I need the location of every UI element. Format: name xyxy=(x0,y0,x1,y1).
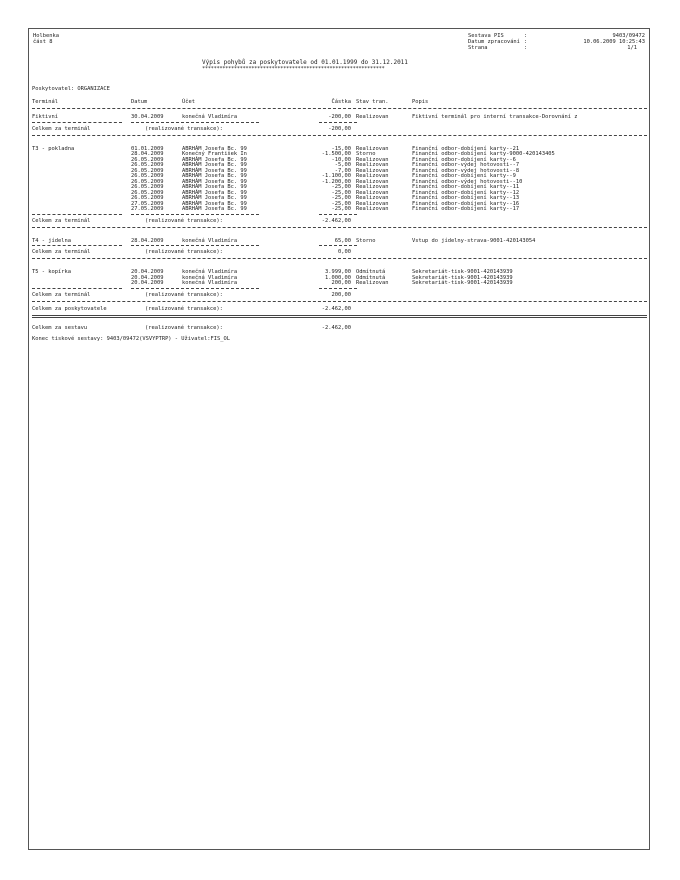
col-description: Popis xyxy=(412,99,429,105)
row-account: ABRHÁM Josefa Bc. 99 xyxy=(182,173,247,179)
realized-label: (realizované transakce): xyxy=(145,125,223,132)
row-description: Finanční odbor-dobíjení karty-9000-420143405 xyxy=(412,151,555,157)
group-rule-amount xyxy=(319,288,357,289)
row-state: Realizovan xyxy=(356,145,389,152)
group-rule-amount xyxy=(319,214,357,215)
row-account: ABRHÁM Josefa Bc. 99 xyxy=(182,167,247,174)
group-end-rule xyxy=(32,258,647,259)
group-terminal: T3 - pokladna xyxy=(32,145,75,152)
row-amount: -25,00 xyxy=(331,184,351,190)
row-description: Finanční odbor-dobíjení karty--13 xyxy=(412,195,520,201)
row-date: 27.05.2009 xyxy=(131,200,164,207)
terminal-total-label: Celkem za terminál xyxy=(32,249,91,255)
row-date: 26.05.2009 xyxy=(131,162,164,168)
header-label-page: Strana xyxy=(468,45,488,51)
provider-total-value: -2.462,00 xyxy=(321,305,351,312)
row-state: Realizovan xyxy=(356,162,389,168)
header-value-page: 1/1 xyxy=(627,45,637,51)
title-underline: *************************************************************** xyxy=(202,66,385,72)
group-rule-left xyxy=(32,122,122,123)
row-state: Storno xyxy=(356,151,376,157)
row-description: Fiktivní terminál pro interní transakce-Dorovnání z xyxy=(412,114,578,120)
header-label-date: Datum zpracování xyxy=(468,39,520,45)
group-terminal: T5 - kopírka xyxy=(32,269,71,275)
group-rule-mid xyxy=(131,288,259,289)
row-state: Realizovan xyxy=(356,178,389,185)
row-amount: 200,00 xyxy=(331,280,351,286)
row-state: Realizovan xyxy=(356,184,389,190)
row-state: Storno xyxy=(356,237,376,244)
row-amount: -1.200,00 xyxy=(321,178,351,185)
realized-label: (realizované transakce): xyxy=(145,324,223,331)
row-account: ABRHÁM Josefa Bc. 99 xyxy=(182,200,247,207)
row-amount: -5,00 xyxy=(334,162,351,168)
col-amount: Částka xyxy=(331,99,351,105)
col-account: Účet xyxy=(182,99,195,105)
row-account: konečná Vladimíra xyxy=(182,280,238,286)
row-description: Finanční odbor-dobíjení karty--17 xyxy=(412,206,520,212)
row-date: 20.04.2009 xyxy=(131,274,164,281)
header-value-report: 9403/09472 xyxy=(612,33,645,39)
col-date: Datum xyxy=(131,99,148,105)
row-state: Realizovan xyxy=(356,280,389,286)
terminal-total-value: 200,00 xyxy=(331,291,351,298)
row-account: ABRHÁM Josefa Bc. 99 xyxy=(182,156,247,163)
row-state: Realizovan xyxy=(356,200,389,207)
row-state: Realizovan xyxy=(356,173,389,179)
row-amount: 3.999,00 xyxy=(325,269,351,275)
col-terminal: Terminál xyxy=(32,99,58,105)
row-account: ABRHÁM Josefa Bc. 99 xyxy=(182,145,247,152)
terminal-total-value: -2.462,00 xyxy=(321,217,351,224)
row-description: Sekretariát-tisk-9001-420143939 xyxy=(412,280,513,286)
row-date: 26.05.2009 xyxy=(131,195,164,201)
row-amount: -1.100,00 xyxy=(321,173,351,179)
group-end-rule xyxy=(32,135,647,136)
row-account: konečná Vladimíra xyxy=(182,269,238,275)
row-account: ABRHÁM Josefa Bc. 99 xyxy=(182,189,247,196)
row-account: ABRHÁM Josefa Bc. 99 xyxy=(182,162,247,168)
row-date: 20.04.2009 xyxy=(131,269,164,275)
row-state: Realizovan xyxy=(356,156,389,163)
realized-label: (realizované transakce): xyxy=(145,305,223,312)
col-state: Stav tran. xyxy=(356,99,389,105)
row-state: Realizovan xyxy=(356,114,389,120)
header-left-line2: část 8 xyxy=(33,39,53,45)
row-account: ABRHÁM Josefa Bc. 99 xyxy=(182,184,247,190)
realized-label: (realizované transakce): xyxy=(145,249,223,255)
row-account: konečná Vladimíra xyxy=(182,274,238,281)
terminal-total-label: Celkem za terminál xyxy=(32,125,91,132)
group-rule-left xyxy=(32,288,122,289)
row-date: 28.04.2009 xyxy=(131,237,164,244)
group-rule-left xyxy=(32,245,122,246)
realized-label: (realizované transakce): xyxy=(145,291,223,298)
terminal-total-value: -200,00 xyxy=(328,125,351,132)
row-state: Realizovan xyxy=(356,195,389,201)
row-description: Sekretariát-tisk-9001-420143939 xyxy=(412,269,513,275)
row-state: Odmítnutá xyxy=(356,269,386,275)
row-state: Odmítnutá xyxy=(356,274,386,281)
row-description: Sekretariát-tisk-9001-420143939 xyxy=(412,274,513,281)
row-description: Finanční odbor-výdej hotovosti--10 xyxy=(412,178,523,185)
row-amount: -25,00 xyxy=(331,189,351,196)
report-total-value: -2.462,00 xyxy=(321,324,351,331)
row-state: Realizovan xyxy=(356,189,389,196)
header-left-line1: Holbenka xyxy=(33,33,59,39)
group-terminal: T4 - jídelna xyxy=(32,237,71,244)
terminal-total-label: Celkem za terminál xyxy=(32,217,91,224)
row-date: 01.01.2009 xyxy=(131,145,164,152)
row-date: 28.04.2009 xyxy=(131,151,164,157)
row-state: Realizovan xyxy=(356,167,389,174)
row-description: Finanční odbor-dobíjení karty--21 xyxy=(412,145,520,152)
row-date: 20.04.2009 xyxy=(131,280,164,286)
report-page: Holbenka část 8 Sestava PIS Datum zpracování Strana : : : 9403/09472 10.06.2009 10:25:43 1/1 Výpis pohybů za poskytovatele od 01.01.1999 do 31.12.2011 *************************************************************** Poskytovatel: ORGANIZACE Terminál Datum Účet Částka Stav tran. Popis Fiktivní 30.04.2009 konečná Vladimíra -200,00 Realizovan Fiktivní terminál pro interní transakce-Dorovnání z Celkem za terminál (realizované transakce): -200,00 T3 - pokladna 01.01.2009 ABRHÁM Josefa Bc. 99 -15,00 Realizovan Finanční odbor-dobíjení karty--21 28.04.2009 Konečný František In -1.500,00 Storno Finanční odbor-dobíjení karty-9000-420143405 26.05.2009 ABRHÁM Josefa Bc. 99 -10,00 Realizovan Finanční odbor-dobíjení karty--6 26.05.2009 ABRHÁM Josefa Bc. 99 -5,00 Realizovan Finanční odbor-výdej hotovosti--7 26.05.2009 ABRHÁM Josefa Bc. 99 -7,00 Realizovan Finanční odbor-výdej hotovosti--8 26.05.2009 ABRHÁM Josefa Bc. 99 -1.100,00 Realizovan Finanční odbor-dobíjení karty--9 26.05.2009 ABRHÁM Josefa Bc. 99 -1.200,00 Realizovan Finanční odbor-výdej hotovosti--10 26.05.2009 ABRHÁM Josefa Bc. 99 -25,00 Realizovan Finanční odbor-dobíjení karty--11 26.05.2009 ABRHÁM Josefa Bc. 99 -25,00 Realizovan Finanční odbor-dobíjení karty--12 26.05.2009 ABRHÁM Josefa Bc. 99 -25,00 Realizovan Finanční odbor-dobíjení karty--13 27.05.2009 ABRHÁM Josefa Bc. 99 -25,00 Realizovan Finanční odbor-dobíjení karty--16 27.05.2009 ABRHÁM Josefa Bc. 99 -25,00 Realizovan Finanční odbor-dobíjení karty--17 Celkem za terminál (realizované transakce): -2.462,00 T4 - jídelna 28.04.2009 konečná Vladimíra 65,00 Storno Vstup do jídelny-strava-9001-420143054 Celkem za terminál (realizované transakce): 0,00 T5 - kopírka 20.04.2009 konečná Vladimíra 3.999,00 Odmítnutá Sekretariát-tisk-9001-420143939 20.04.2009 konečná Vladimíra 1.000,00 Odmítnutá Sekretariát-tisk-9001-420143939 20.04.2009 konečná Vladimíra 200,00 Realizovan Sekretariát-tisk-9001-420143939 Celkem za terminál (realizované transakce): 200,00 Celkem za poskytovatele (realizované transakce): -2.462,00 Celkem za sestavu (realizované transakce): -2.462,00 Konec tiskové sestavy: 9403/09472(VSVYPTRP) - Uživatel:FIS_OL xyxy=(28,28,650,850)
row-account: Konečný František In xyxy=(182,151,247,157)
provider-total-label: Celkem za poskytovatele xyxy=(32,305,107,312)
row-amount: -200,00 xyxy=(328,114,351,120)
header-label-report: Sestava PIS xyxy=(468,33,504,39)
row-amount: -25,00 xyxy=(331,195,351,201)
group-terminal: Fiktivní xyxy=(32,114,58,120)
group-rule-mid xyxy=(131,214,259,215)
row-amount: -7,00 xyxy=(334,167,351,174)
group-end-rule xyxy=(32,301,647,302)
row-amount: -1.500,00 xyxy=(321,151,351,157)
group-rule-left xyxy=(32,214,122,215)
row-date: 26.05.2009 xyxy=(131,184,164,190)
row-date: 26.05.2009 xyxy=(131,178,164,185)
provider-name: Poskytovatel: ORGANIZACE xyxy=(32,86,110,92)
row-account: ABRHÁM Josefa Bc. 99 xyxy=(182,178,247,185)
report-footer: Konec tiskové sestavy: 9403/09472(VSVYPTRP) - Uživatel:FIS_OL xyxy=(32,335,230,342)
header-value-date: 10.06.2009 10:25:43 xyxy=(583,39,645,45)
row-account: konečná Vladimíra xyxy=(182,237,238,244)
group-end-rule xyxy=(32,227,647,228)
group-rule-mid xyxy=(131,245,259,246)
row-description: Finanční odbor-výdej hotovosti--7 xyxy=(412,162,520,168)
row-description: Finanční odbor-dobíjení karty--11 xyxy=(412,184,520,190)
row-account: konečná Vladimíra xyxy=(182,114,238,120)
group-rule-amount xyxy=(319,245,357,246)
report-title: Výpis pohybů za poskytovatele od 01.01.1999 do 31.12.2011 xyxy=(202,59,408,66)
row-date: 26.05.2009 xyxy=(131,189,164,196)
terminal-total-value: 0,00 xyxy=(338,249,351,255)
report-total-label: Celkem za sestavu xyxy=(32,324,88,331)
provider-total-rule xyxy=(32,315,647,318)
row-amount: 1.000,00 xyxy=(325,274,351,281)
row-description: Finanční odbor-dobíjení karty--12 xyxy=(412,189,520,196)
row-description: Finanční odbor-dobíjení karty--9 xyxy=(412,173,516,179)
group-rule-mid xyxy=(131,122,259,123)
row-date: 27.05.2009 xyxy=(131,206,164,212)
row-date: 26.05.2009 xyxy=(131,156,164,163)
row-description: Finanční odbor-výdej hotovosti--8 xyxy=(412,167,520,174)
row-description: Finanční odbor-dobíjení karty--6 xyxy=(412,156,516,163)
realized-label: (realizované transakce): xyxy=(145,217,223,224)
row-date: 30.04.2009 xyxy=(131,114,164,120)
row-account: ABRHÁM Josefa Bc. 99 xyxy=(182,195,247,201)
row-account: ABRHÁM Josefa Bc. 99 xyxy=(182,206,247,212)
row-amount: -15,00 xyxy=(331,145,351,152)
group-rule-amount xyxy=(319,122,357,123)
terminal-total-label: Celkem za terminál xyxy=(32,291,91,298)
row-description: Vstup do jídelny-strava-9001-420143054 xyxy=(412,237,536,244)
row-amount: -10,00 xyxy=(331,156,351,163)
row-amount: -25,00 xyxy=(331,200,351,207)
row-description: Finanční odbor-dobíjení karty--16 xyxy=(412,200,520,207)
row-amount: 65,00 xyxy=(334,237,351,244)
row-amount: -25,00 xyxy=(331,206,351,212)
header-rule xyxy=(32,108,647,109)
row-date: 26.05.2009 xyxy=(131,167,164,174)
row-state: Realizovan xyxy=(356,206,389,212)
row-date: 26.05.2009 xyxy=(131,173,164,179)
